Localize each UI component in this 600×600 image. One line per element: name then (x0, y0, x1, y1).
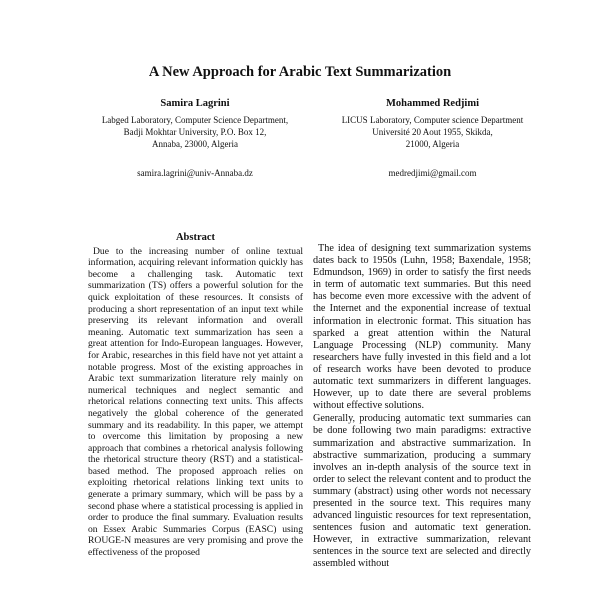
intro-paragraph: Generally, producing automatic text summaries can be done following two main paradigms: extractive summarization and abstractive summarization. In abstractive summarization, producing a summary involves an in-depth analysis of the source text in order to select the relevant content and to product the summary (abstract) using other words not necessary presented in the source text. This requires many advanced linguistic resources for text representation, sentences fusion and automatic text generation. However, in extractive summarization, relevant sentences in the source text are selected and directly assembled without (313, 413, 531, 570)
abstract-column (88, 232, 303, 559)
abstract-text: Due to the increasing number of online textual information, acquiring relevant information quickly has become a challenging task. Automatic text summarization (TS) offers a powerful solution for the quick exploitation of these resources. It consists of producing a short representation of an input text while preserving its relevant information and overall meaning. Automatic text summarization has seen a great attention for Indo-European languages. However, for Arabic, researches in this field have not yet attaint a notable progress. Most of the existing approaches in Arabic text summarization literature rely mainly on numerical techniques and neglect semantic and rhetorical relations connecting text units. This affects negatively the global coherence of the generated summary and its readability. In this paper, we attempt to overcome this limitation by proposing a new approach that combines a rhetorical analysis following the rhetorical structure theory (RST) and a statistical-based method. The proposed approach relies on exploiting rhetorical relations linking text units to generate a primary summary, which will be pass by a second phase where a statistical processing is applied in order to produce the final summary. Evaluation results on Essex Arabic Summaries Corpus (EASC) using ROUGE-N measures are very promising and prove the effectiveness of the proposed (88, 245, 303, 559)
author-affiliation-line: Labged Laboratory, Computer Science Department, (101, 115, 289, 125)
introduction-column (313, 243, 531, 571)
author-block-2 (320, 98, 545, 179)
intro-paragraph: The idea of designing text summarization systems dates back to 1950s (Luhn, 1958; Baxendale, 1958; Edmundson, 1969) in order to satisfy the first needs in term of automatic text summaries. But this need has become even more excessive with the advent of the Internet and the exponential increase of textual information in electronic format. This situation has sparked a great attention within the Natural Language Processing (NLP) community. Many researchers have fully invested in this field and a lot of research works have been devoted to produce automatic text summarizers in different languages. However, up to date there are several problems without effective solutions. (313, 243, 531, 412)
author-affiliation-line: LICUS Laboratory, Computer science Department (341, 115, 524, 125)
author-affiliation-line: Badji Mokhtar University, P.O. Box 12, (123, 127, 267, 137)
author-email: samira.lagrini@univ-Annaba.dz (137, 168, 253, 178)
author-affiliation-line: Université 20 Aout 1955, Skikda, (372, 127, 493, 137)
abstract-heading: Abstract (175, 232, 216, 243)
author-email: medredjimi@gmail.com (388, 168, 477, 178)
author-block-1 (80, 98, 310, 179)
author-affiliation-line: Annaba, 23000, Algeria (152, 139, 238, 149)
paper-title: A New Approach for Arabic Text Summarization (148, 64, 452, 80)
author-affiliation-line: 21000, Algeria (405, 139, 460, 149)
author-name: Mohammed Redjimi (385, 98, 480, 109)
author-name: Samira Lagrini (160, 98, 230, 109)
